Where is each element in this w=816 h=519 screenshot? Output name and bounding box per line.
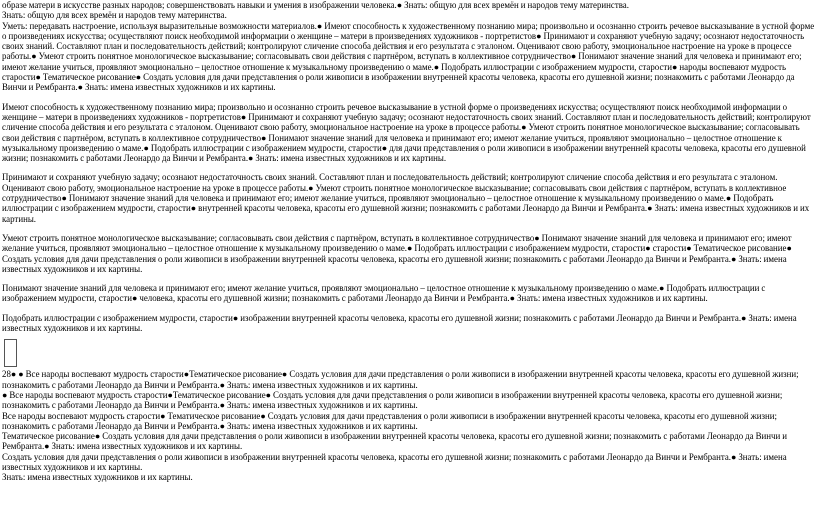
spacer: [2, 274, 816, 283]
text-block: Имеют способность к художественному познанию мира; произвольно и осознанно строить речевое высказывание в устной форме о произведениях искусства; осуществляют поиск необходимой информации о женщине – матери в произведениях художников - портретистов● Принимают и сохраняют учебную задачу; осознают недостаточность своих знаний. Составляют план и последовательность действий; контролируют сличение способа действия и его результата с эталоном. Оценивают свою работу, эмоциональное настроение на уроке в процессе работы.● Умеют строить понятное монологическое высказывание; согласовывать свои действия с партнёром, вступать в коллективное сотрудничество● Понимают значение знаний для человека и принимают его; имеют желание учиться, проявляют эмоционально – целостное отношение к музыкальному произведению о маме.● Подобрать иллюстрации с изображением мудрости, старости● для дачи представления о роли живописи в изображении внутренней красоты человека, красоты его душевной жизни; познакомить с работами Леонардо да Винчи и Рембранта.● Знать: имена известных художников и их картины.: [2, 101, 811, 164]
text-block: Умеют строить понятное монологическое высказывание; согласовывать свои действия с партнёром, вступать в коллективное сотрудничество● Понимают значение знаний для человека и принимают его; имеют желание учиться, проявляют эмоционально – целостное отношение к музыкальному произведению о маме.● Подобрать иллюстрации с изображением мудрости, старости● старости● Тематическое рисование● Создать условия для дачи представления о роли живописи в изображении внутренней красоты человека, красоты его душевной жизни; познакомить с работами Леонардо да Винчи и Рембранта.● Знать: имена известных художников и их картины.: [2, 232, 792, 274]
spacer: [2, 224, 816, 233]
text-line: Знать: общую для всех времён и народов тему материнства.: [2, 10, 227, 21]
empty-table-cell: [4, 339, 17, 367]
text-block: Понимают значение знаний для человека и принимают его; имеют желание учиться, проявляют эмоционально – целостное отношение к музыкальному произведению о маме.● Подобрать иллюстрации с изображением мудрости, старости● человека, красоты его душевной жизни; познакомить с работами Леонардо да Винчи и Рембранта.● Знать: имена известных художников и их картины.: [2, 283, 766, 304]
spacer: [2, 163, 816, 172]
text-block: ● Все народы воспевают мудрость старости●Тематическое рисование● Создать условия для дачи представления о роли живописи в изображении внутренней красоты человека, красоты его душевной жизни; познакомить с работами Леонардо да Винчи и Рембранта.● Знать: имена известных художников и их картины.: [2, 389, 783, 411]
spacer: [2, 304, 816, 313]
text-block: Создать условия для дачи представления о роли живописи в изображении внутренней красоты человека, красоты его душевной жизни; познакомить с работами Леонардо да Винчи и Рембранта.● Знать: имена известных художников и их картины.: [2, 451, 787, 472]
text-block: Уметь: передавать настроение, используя выразительные возможности материалов.● Имеют способность к художественному познанию мира; произвольно и осознанно строить речевое высказывание в устной форме о произведениях искусства; осуществляют поиск необходимой информации о женщине – матери в произведениях художников - портретистов● Принимают и сохраняют учебную задачу; осознают недостаточность своих знаний. Составляют план и последовательность действий; контролируют сличение способа действия и его результата с эталоном. Оценивают свою работу, эмоциональное настроение на уроке в процессе работы.● Умеют строить понятное монологическое высказывание; согласовывать свои действия с партнёром, вступать в коллективное сотрудничество● Понимают значение знаний для человека и принимают его; имеют желание учиться, проявляют эмоционально – целостное отношение к музыкальному произведению о маме.● Подобрать иллюстрации с изображением мудрости, старости● народы воспевают мудрость старости● Тематическое рисование● Создать условия для дачи представления о роли живописи в изображении внутренней красоты человека, красоты его душевной жизни; познакомить с работами Леонардо да Винчи и Рембранта.● Знать: имена известных художников и их картины.: [2, 20, 815, 93]
text-block: Подобрать иллюстрации с изображением мудрости, старости● изображении внутренней красоты человека, красоты его душевной жизни; познакомить с работами Леонардо да Винчи и Рембранта.● Знать: имена известных художников и их картины.: [2, 312, 797, 334]
text-line: Знать: имена известных художников и их картины.: [2, 472, 193, 483]
text-block: Все народы воспевают мудрость старости● Тематическое рисование● Создать условия для дачи представления о роли живописи в изображении внутренней красоты человека, красоты его душевной жизни; познакомить с работами Леонардо да Винчи и Рембранта.● Знать: имена известных художников и их картины.: [2, 410, 777, 431]
text-line: образе матери в искусстве разных народов; совершенствовать навыки и умения в изображении человека.● Знать: общую для всех времён и народов тему материнства.: [2, 0, 629, 10]
spacer: [2, 93, 816, 102]
text-block: 28● ● Все народы воспевают мудрость старости●Тематическое рисование● Создать условия для дачи представления о роли живописи в изображении внутренней красоты человека, красоты его душевной жизни; познакомить с работами Леонардо да Винчи и Рембранта.● Знать: имена известных художников и их картины.: [2, 369, 799, 390]
text-block: Принимают и сохраняют учебную задачу; осознают недостаточность своих знаний. Составляют план и последовательность действий; контролируют сличение способа действия и его результата с эталоном. Оценивают свою работу, эмоциональное настроение на уроке в процессе работы.● Умеют строить понятное монологическое высказывание; согласовывать свои действия с партнёром, вступать в коллективное сотрудничество● Понимают значение знаний для человека и принимают его; имеют желание учиться, проявляют эмоционально – целостное отношение к музыкальному произведению о маме.● Подобрать иллюстрации с изображением мудрости, старости● внутренней красоты человека, красоты его душевной жизни; познакомить с работами Леонардо да Винчи и Рембранта.● Знать: имена известных художников и их картины.: [2, 172, 810, 224]
text-block: Тематическое рисование● Создать условия для дачи представления о роли живописи в изображении внутренней красоты человека, красоты его душевной жизни; познакомить с работами Леонардо да Винчи и Рембранта.● Знать: имена известных художников и их картины.: [2, 431, 788, 452]
